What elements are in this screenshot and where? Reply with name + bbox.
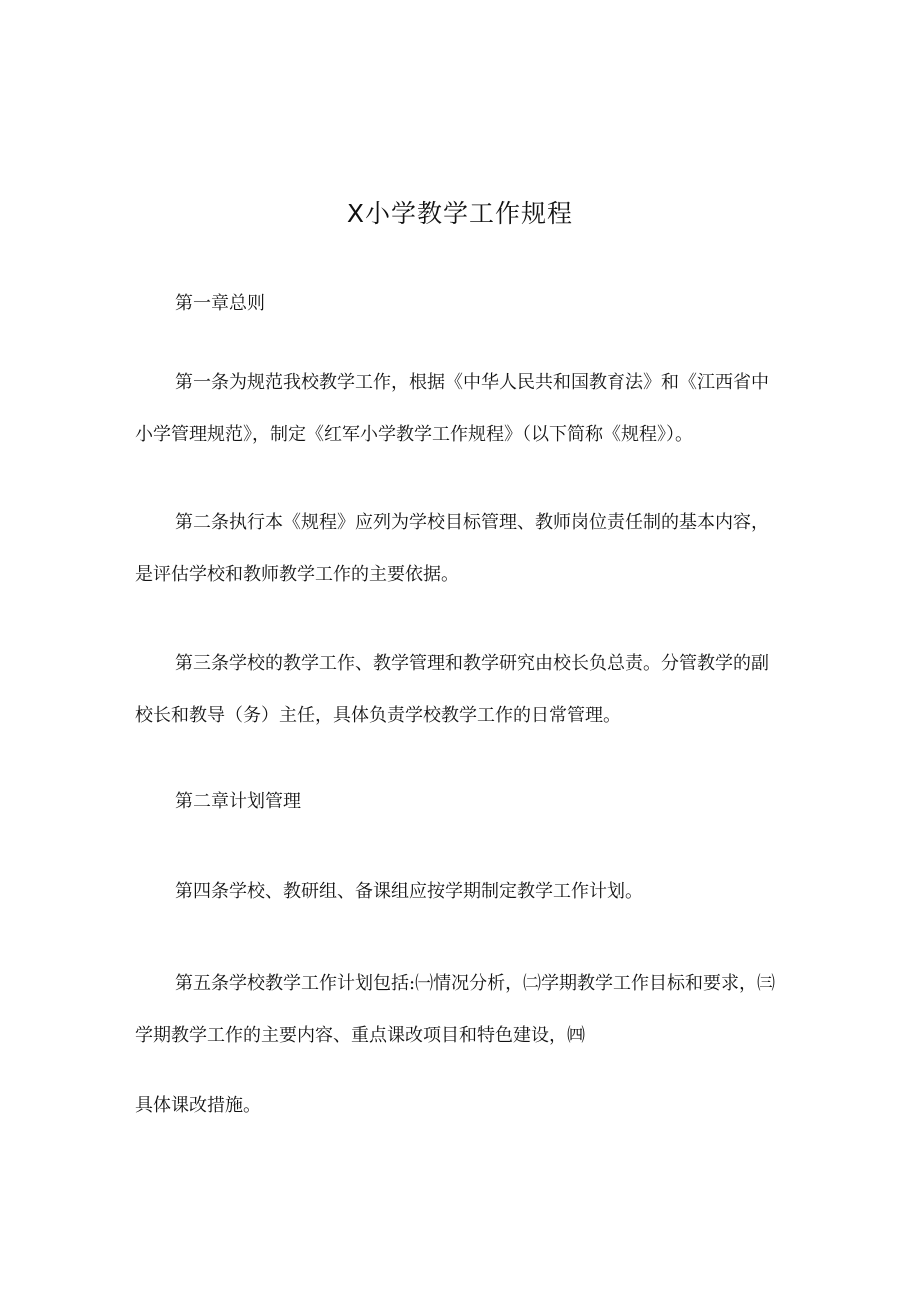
article-3-line-1: 第三条学校的教学工作、教学管理和教学研究由校长负总责。分管教学的副 xyxy=(175,653,769,674)
article-1-line-1: 第一条为规范我校教学工作，根据《中华人民共和国教育法》和《江西省中 xyxy=(175,372,769,393)
article-5-line-2: 学期教学工作的主要内容、重点课改项目和特色建设，㈣ xyxy=(135,1025,585,1046)
article-3 xyxy=(135,638,795,742)
chapter-1-heading: 第一章总则 xyxy=(175,293,265,314)
chapter-2-heading: 第二章计划管理 xyxy=(175,791,301,812)
article-2-line-1: 第二条执行本《规程》应列为学校目标管理、教师岗位责任制的基本内容， xyxy=(175,512,769,533)
article-3-line-2: 校长和教导（务）主任，具体负责学校教学工作的日常管理。 xyxy=(135,705,621,726)
article-2 xyxy=(135,497,795,601)
document-title: X小学教学工作规程 xyxy=(346,199,574,228)
article-2-line-2: 是评估学校和教师教学工作的主要依据。 xyxy=(135,564,459,585)
article-5-line-3: 具体课改措施。 xyxy=(135,1095,261,1116)
article-5-line-1: 第五条学校教学工作计划包括:㈠情况分析，㈡学期教学工作目标和要求，㈢ xyxy=(175,973,776,994)
article-4: 第四条学校、教研组、备课组应按学期制定教学工作计划。 xyxy=(175,881,643,902)
article-5 xyxy=(135,958,795,1062)
article-1-line-2: 小学管理规范》，制定《红军小学教学工作规程》（以下简称《规程》）。 xyxy=(135,424,693,445)
article-1 xyxy=(135,357,795,461)
